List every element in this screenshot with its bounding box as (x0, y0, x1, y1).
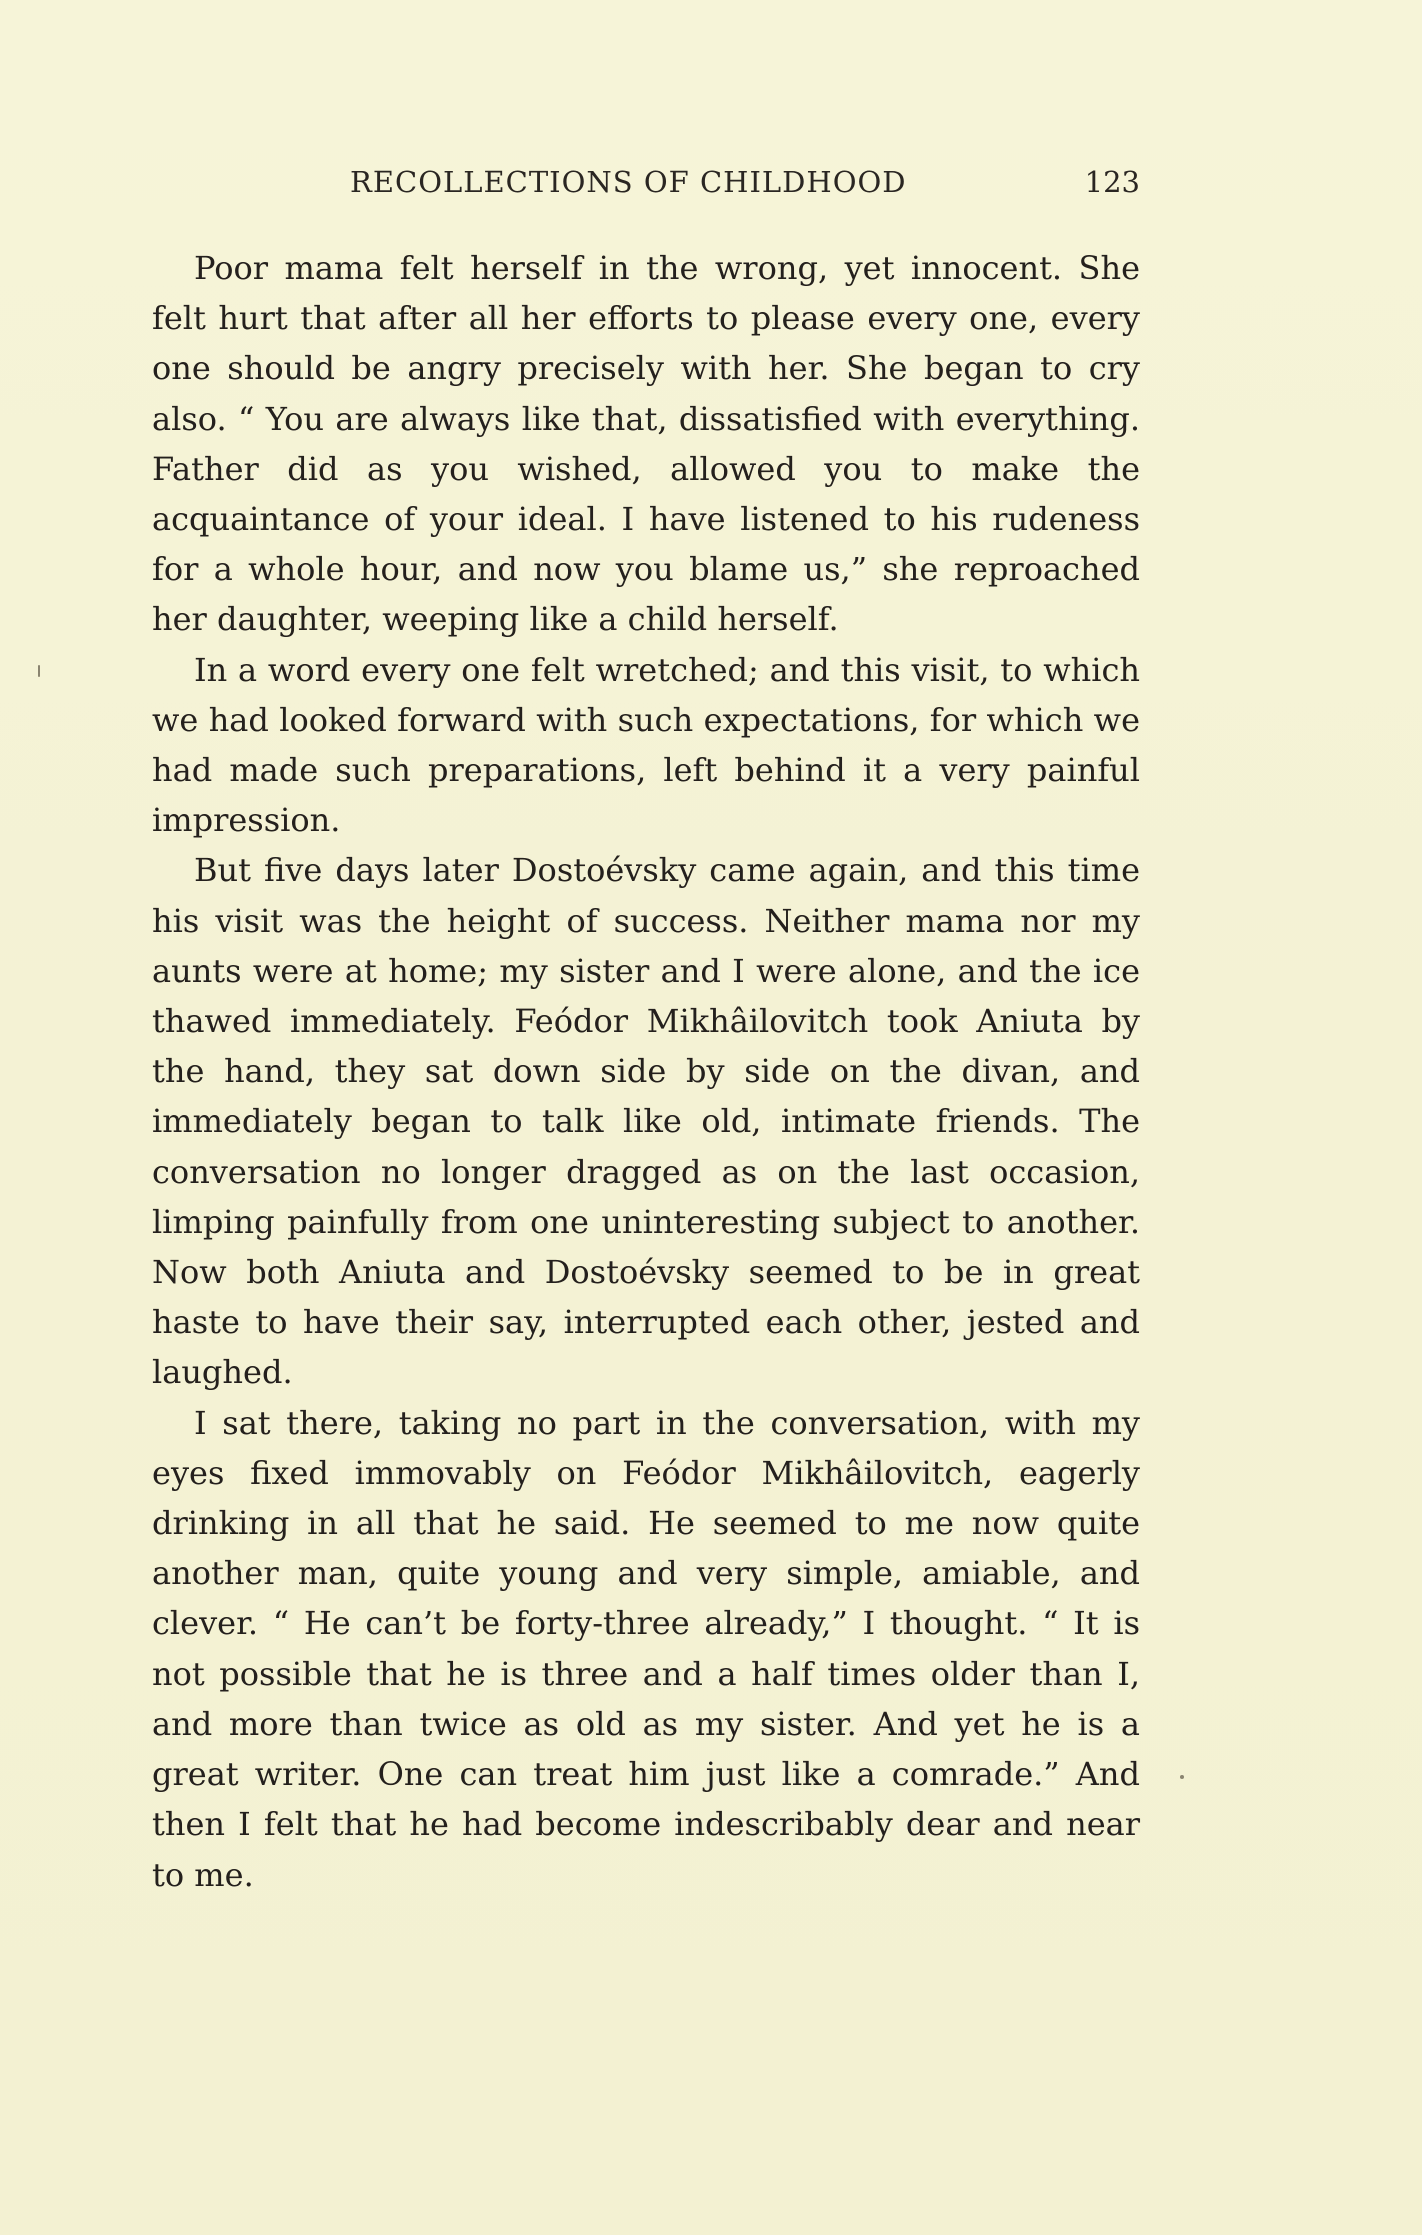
stray-ink-mark (1180, 1775, 1184, 1779)
paragraph-1: Poor mama felt herself in the wrong, yet innocent. She felt hurt that after all her efforts to please every one, every one should be angry precisely with her. She began to cry also. “ You are always like that, dissatisfied with everything. Father did as you wished, allowed you to make the acquaintance of your ideal. I have listened to his rudeness for a whole hour, and now you blame us,” she reproached her daughter, weeping like a child herself. (152, 249, 1140, 639)
body-text (152, 243, 1140, 1900)
page-number: 123 (1084, 165, 1140, 199)
paragraph-2: In a word every one felt wretched; and this visit, to which we had looked forward with such expectations, for which we had made such preparations, left behind it a very painful impression. (152, 650, 1140, 840)
running-head: RECOLLECTIONS OF CHILDHOOD (350, 165, 907, 199)
paragraph-3: But five days later Dostoévsky came again, and this time his visit was the height of success. Neither mama nor my aunts were at home; my sister and I were alone, and the ice thawed immediately. Feódor Mikhâilovitch took Aniuta by the hand, they sat down side by side on the divan, and immediately began to talk like old, intimate friends. The conversation no longer dragged as on the last occasion, limping painfully from one uninteresting subject to another. Now both Aniuta and Dostoévsky seemed to be in great haste to have their say, interrupted each other, jested and laughed. (152, 851, 1140, 1392)
paragraph-4: I sat there, taking no part in the conversation, with my eyes fixed immovably on Feódor Mikhâilovitch, eagerly drinking in all that he said. He seemed to me now quite another man, quite young and very simple, amiable, and clever. “ He can’t be forty-three already,” I thought. “ It is not possible that he is three and a half times older than I, and more than twice as old as my sister. And yet he is a great writer. One can treat him just like a comrade.” And then I felt that he had become indescribably dear and near to me. (152, 1403, 1140, 1894)
page-header (152, 165, 1140, 209)
stray-ink-mark (38, 665, 40, 677)
